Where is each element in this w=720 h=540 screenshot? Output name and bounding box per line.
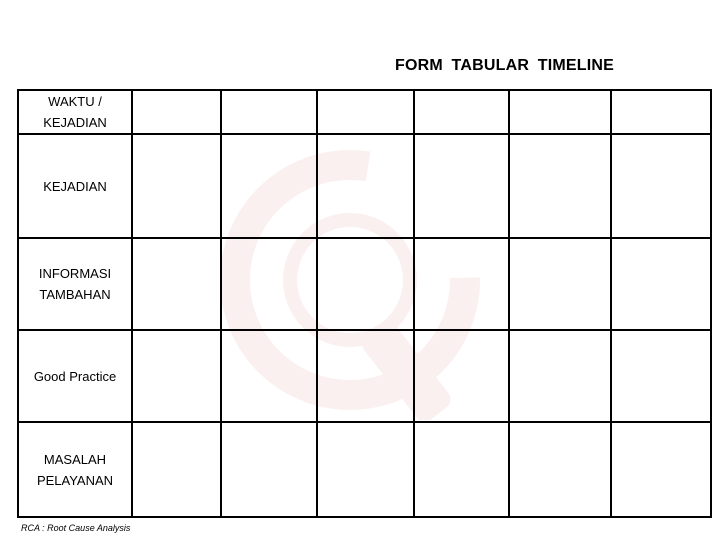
row-masalah-pelayanan — [18, 422, 711, 517]
timeline-cell[interactable] — [414, 134, 509, 238]
row-label-cell — [18, 90, 132, 134]
row-waktu-kejadian — [18, 90, 711, 134]
timeline-cell[interactable] — [132, 238, 221, 330]
timeline-cell[interactable] — [509, 90, 611, 134]
row-label: Good Practice — [33, 368, 117, 384]
row-informasi-tambahan — [18, 238, 711, 330]
timeline-cell[interactable] — [414, 90, 509, 134]
timeline-cell[interactable] — [221, 330, 317, 422]
timeline-cell[interactable] — [509, 134, 611, 238]
timeline-cell[interactable] — [132, 90, 221, 134]
row-label-cell — [18, 422, 132, 517]
timeline-cell[interactable] — [611, 422, 711, 517]
row-label: WAKTU / KEJADIAN — [43, 94, 107, 130]
row-label-cell — [18, 330, 132, 422]
timeline-cell[interactable] — [317, 90, 414, 134]
row-kejadian — [18, 134, 711, 238]
timeline-cell[interactable] — [509, 330, 611, 422]
timeline-cell[interactable] — [611, 134, 711, 238]
timeline-cell[interactable] — [414, 238, 509, 330]
timeline-cell[interactable] — [611, 330, 711, 422]
timeline-cell[interactable] — [132, 134, 221, 238]
timeline-table — [17, 89, 712, 518]
footnote: RCA : Root Cause Analysis — [21, 523, 131, 533]
timeline-cell[interactable] — [317, 134, 414, 238]
timeline-cell[interactable] — [132, 330, 221, 422]
timeline-cell[interactable] — [414, 330, 509, 422]
row-label-cell — [18, 134, 132, 238]
page-title: FORM TABULAR TIMELINE — [395, 57, 614, 74]
row-label-cell — [18, 238, 132, 330]
timeline-cell[interactable] — [317, 422, 414, 517]
timeline-cell[interactable] — [132, 422, 221, 517]
timeline-cell[interactable] — [414, 422, 509, 517]
timeline-cell[interactable] — [509, 238, 611, 330]
timeline-cell[interactable] — [221, 422, 317, 517]
timeline-cell[interactable] — [509, 422, 611, 517]
timeline-cell[interactable] — [221, 238, 317, 330]
row-label: KEJADIAN — [43, 178, 107, 194]
timeline-cell[interactable] — [611, 238, 711, 330]
row-label: MASALAH PELAYANAN — [36, 451, 114, 488]
row-good-practice — [18, 330, 711, 422]
timeline-cell[interactable] — [611, 90, 711, 134]
timeline-cell[interactable] — [317, 238, 414, 330]
timeline-cell[interactable] — [221, 134, 317, 238]
timeline-cell[interactable] — [317, 330, 414, 422]
row-label: INFORMASI TAMBAHAN — [38, 266, 112, 302]
timeline-cell[interactable] — [221, 90, 317, 134]
